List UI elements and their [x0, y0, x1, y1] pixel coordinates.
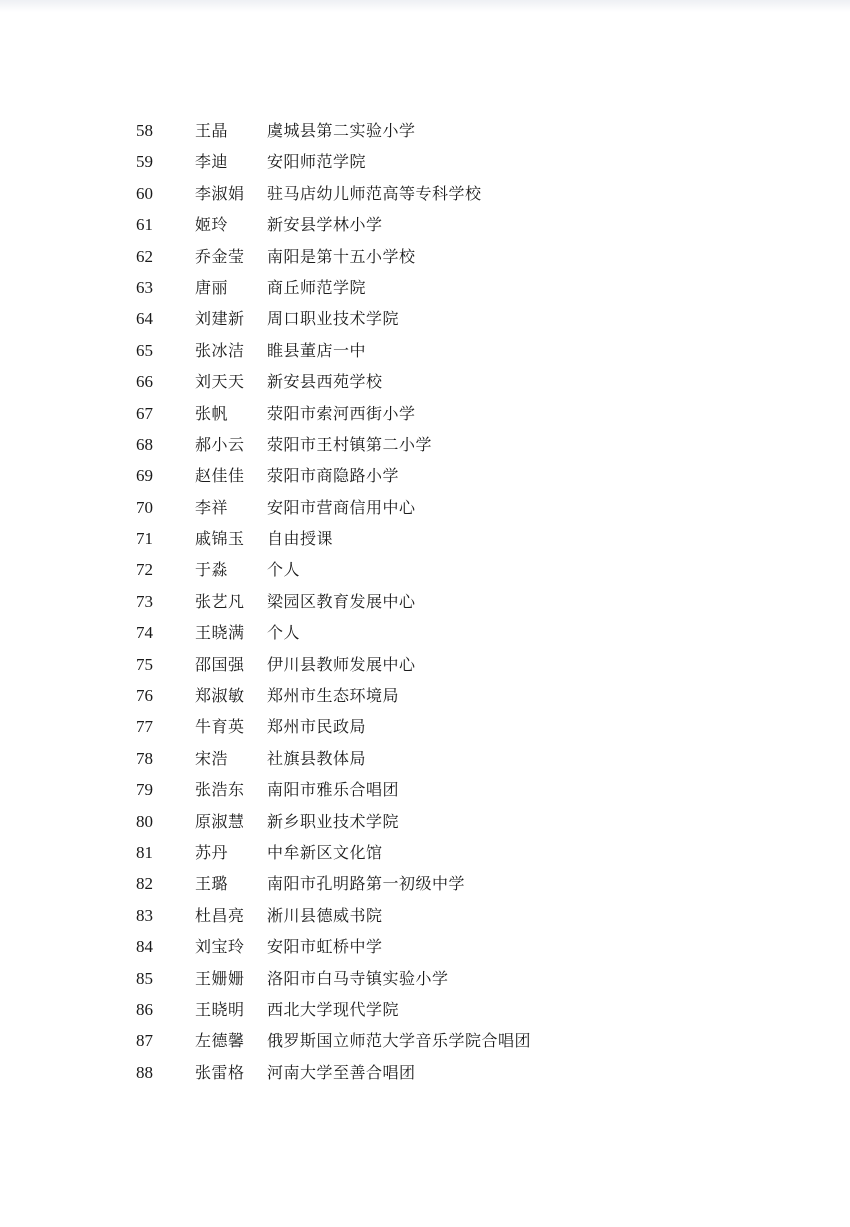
roster-row — [0, 398, 850, 429]
organization-name: 商丘师范学院 — [267, 277, 367, 297]
person-name: 刘天天 — [195, 372, 245, 392]
organization-name: 新乡职业技术学院 — [267, 811, 400, 831]
person-name: 王晶 — [195, 121, 229, 140]
row-number: 81 — [136, 842, 153, 862]
organization-name: 个人 — [267, 623, 301, 643]
row-number: 62 — [136, 246, 153, 266]
person-name: 刘宝玲 — [195, 937, 245, 957]
organization-name: 荥阳市索河西街小学 — [267, 403, 416, 423]
person-name: 张冰洁 — [195, 340, 245, 360]
row-number: 61 — [136, 215, 153, 235]
roster-row — [0, 994, 850, 1025]
person-name: 苏丹 — [195, 842, 229, 862]
roster-row — [0, 711, 850, 742]
person-name: 宋浩 — [195, 748, 229, 768]
row-number: 76 — [136, 686, 153, 706]
person-name: 张浩东 — [195, 780, 245, 800]
organization-name: 郑州市生态环境局 — [267, 686, 400, 706]
organization-name: 安阳师范学院 — [267, 152, 367, 172]
person-name: 张帆 — [195, 403, 229, 423]
roster-row — [0, 335, 850, 366]
person-name: 唐丽 — [195, 277, 229, 297]
row-number: 65 — [136, 340, 153, 360]
roster-row — [0, 303, 850, 334]
person-name: 王璐 — [195, 874, 229, 894]
organization-name: 个人 — [267, 560, 301, 580]
person-name: 姬玲 — [195, 215, 229, 235]
organization-name: 荥阳市商隐路小学 — [267, 466, 400, 486]
organization-name: 中牟新区文化馆 — [267, 842, 383, 862]
organization-name: 南阳市孔明路第一初级中学 — [267, 874, 466, 894]
roster-row — [0, 209, 850, 240]
row-number: 69 — [136, 466, 153, 486]
organization-name: 睢县董店一中 — [267, 340, 367, 360]
organization-name: 新安县学林小学 — [267, 215, 383, 235]
person-name: 王晓满 — [195, 623, 245, 643]
person-name: 刘建新 — [195, 309, 245, 329]
person-name: 乔金莹 — [195, 246, 245, 266]
roster-row — [0, 146, 850, 177]
roster-list — [0, 115, 850, 1088]
person-name: 杜昌亮 — [195, 905, 245, 925]
roster-row — [0, 617, 850, 648]
person-name: 原淑慧 — [195, 811, 245, 831]
organization-name: 社旗县教体局 — [267, 748, 367, 768]
roster-row — [0, 806, 850, 837]
person-name: 李迪 — [195, 152, 229, 172]
roster-row — [0, 366, 850, 397]
row-number: 68 — [136, 434, 153, 454]
row-number: 58 — [136, 121, 153, 140]
row-number: 67 — [136, 403, 153, 423]
person-name: 王姗姗 — [195, 968, 245, 988]
person-name: 张艺凡 — [195, 591, 245, 611]
roster-row — [0, 115, 850, 146]
row-number: 63 — [136, 277, 153, 297]
organization-name: 俄罗斯国立师范大学音乐学院合唱团 — [267, 1031, 532, 1051]
roster-row — [0, 429, 850, 460]
page-top-band — [0, 0, 850, 12]
row-number: 82 — [136, 874, 153, 894]
row-number: 74 — [136, 623, 153, 643]
organization-name: 郑州市民政局 — [267, 717, 367, 737]
roster-row — [0, 900, 850, 931]
person-name: 赵佳佳 — [195, 466, 245, 486]
row-number: 88 — [136, 1062, 153, 1082]
roster-row — [0, 178, 850, 209]
roster-row — [0, 868, 850, 899]
row-number: 85 — [136, 968, 153, 988]
row-number: 72 — [136, 560, 153, 580]
roster-row — [0, 680, 850, 711]
roster-row — [0, 492, 850, 523]
person-name: 李祥 — [195, 497, 229, 517]
organization-name: 淅川县德威书院 — [267, 905, 383, 925]
roster-row — [0, 460, 850, 491]
row-number: 59 — [136, 152, 153, 172]
person-name: 于淼 — [195, 560, 229, 580]
organization-name: 新安县西苑学校 — [267, 372, 383, 392]
organization-name: 虞城县第二实验小学 — [267, 121, 416, 140]
row-number: 60 — [136, 183, 153, 203]
row-number: 71 — [136, 529, 153, 549]
organization-name: 周口职业技术学院 — [267, 309, 400, 329]
person-name: 张雷格 — [195, 1062, 245, 1082]
person-name: 邵国强 — [195, 654, 245, 674]
row-number: 86 — [136, 999, 153, 1019]
roster-row — [0, 272, 850, 303]
organization-name: 梁园区教育发展中心 — [267, 591, 416, 611]
person-name: 郑淑敏 — [195, 686, 245, 706]
roster-row — [0, 774, 850, 805]
person-name: 王晓明 — [195, 999, 245, 1019]
row-number: 75 — [136, 654, 153, 674]
person-name: 戚锦玉 — [195, 529, 245, 549]
organization-name: 驻马店幼儿师范高等专科学校 — [267, 183, 482, 203]
organization-name: 安阳市虹桥中学 — [267, 937, 383, 957]
roster-row — [0, 743, 850, 774]
organization-name: 西北大学现代学院 — [267, 999, 400, 1019]
row-number: 64 — [136, 309, 153, 329]
person-name: 左德馨 — [195, 1031, 245, 1051]
roster-row — [0, 554, 850, 585]
roster-row — [0, 963, 850, 994]
roster-row — [0, 1025, 850, 1056]
roster-row — [0, 523, 850, 554]
row-number: 66 — [136, 372, 153, 392]
person-name: 牛育英 — [195, 717, 245, 737]
organization-name: 伊川县教师发展中心 — [267, 654, 416, 674]
person-name: 李淑娟 — [195, 183, 245, 203]
organization-name: 洛阳市白马寺镇实验小学 — [267, 968, 449, 988]
roster-row — [0, 837, 850, 868]
row-number: 84 — [136, 937, 153, 957]
roster-row — [0, 649, 850, 680]
roster-row — [0, 241, 850, 272]
row-number: 77 — [136, 717, 153, 737]
row-number: 78 — [136, 748, 153, 768]
organization-name: 荥阳市王村镇第二小学 — [267, 434, 433, 454]
organization-name: 南阳是第十五小学校 — [267, 246, 416, 266]
row-number: 70 — [136, 497, 153, 517]
organization-name: 南阳市雅乐合唱团 — [267, 780, 400, 800]
organization-name: 安阳市营商信用中心 — [267, 497, 416, 517]
roster-row — [0, 586, 850, 617]
person-name: 郝小云 — [195, 434, 245, 454]
organization-name: 河南大学至善合唱团 — [267, 1062, 416, 1082]
organization-name: 自由授课 — [267, 529, 334, 549]
roster-row — [0, 1057, 850, 1088]
row-number: 87 — [136, 1031, 153, 1051]
row-number: 83 — [136, 905, 153, 925]
row-number: 80 — [136, 811, 153, 831]
roster-row — [0, 931, 850, 962]
row-number: 79 — [136, 780, 153, 800]
row-number: 73 — [136, 591, 153, 611]
